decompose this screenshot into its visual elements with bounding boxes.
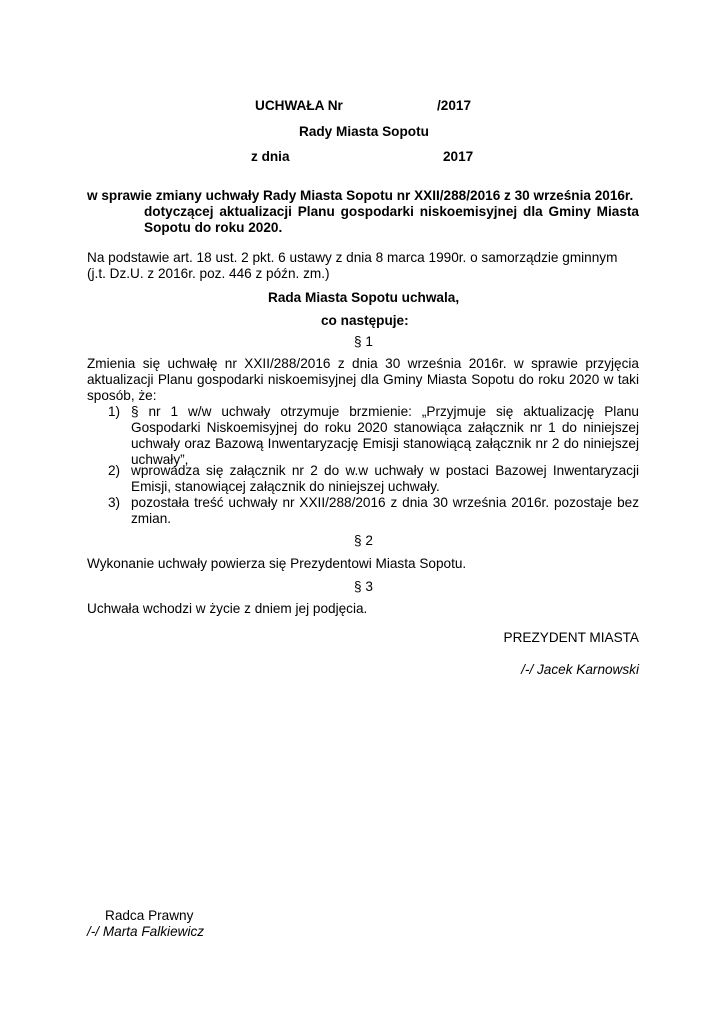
legal-advisor-signature: /-/ Marta Falkiewicz (87, 924, 205, 939)
subject-line-1: w sprawie zmiany uchwały Rady Miasta Sopotu nr XXII/288/2016 z 30 września 2016r. (87, 188, 634, 203)
mayor-signature: /-/ Jacek Karnowski (521, 662, 639, 677)
section-1-intro-line-1: Zmienia się uchwałę nr XXII/288/2016 z dnia 30 września 2016r. w sprawie przyjęcia (87, 356, 639, 371)
section-1-mark: § 1 (354, 334, 373, 349)
resolves-line-1: Rada Miasta Sopotu uchwala, (268, 290, 460, 305)
list-item-number: 2) (108, 463, 121, 478)
section-1-intro-line-2: aktualizacji Planu gospodarki niskoemisyjnej dla Gminy Miasta Sopotu do roku 2020 w taki (87, 372, 639, 387)
date-label: z dnia (251, 149, 290, 164)
resolves-line-2: co następuje: (321, 313, 409, 328)
resolution-year: /2017 (437, 98, 472, 113)
list-item-line: wprowadza się załącznik nr 2 do w.w uchwały w postaci Bazowej Inwentaryzacji (131, 463, 639, 478)
list-item-line: pozostała treść uchwały nr XXII/288/2016 z dnia 30 września 2016r. pozostaje bez (131, 495, 639, 510)
mayor-title: PREZYDENT MIASTA (503, 630, 639, 645)
legal-basis-line-2: (j.t. Dz.U. z 2016r. poz. 446 z późn. zm.) (87, 266, 330, 281)
section-2-text: Wykonanie uchwały powierza się Prezydentowi Miasta Sopotu. (87, 556, 467, 571)
list-item-line: § nr 1 w/w uchwały otrzymuje brzmienie: „Przyjmuje się aktualizację Planu (131, 404, 639, 419)
council-name: Rady Miasta Sopotu (299, 124, 429, 139)
list-item-line: uchwały oraz Bazową Inwentaryzację Emisji stanowiącą załącznik nr 2 do niniejszej (131, 436, 639, 451)
list-item-number: 3) (108, 495, 121, 510)
list-item (108, 495, 639, 527)
list-item (108, 463, 639, 495)
resolution-title-label: UCHWAŁA Nr (255, 98, 343, 113)
list-item-line: zmian. (131, 511, 172, 526)
section-1-intro-line-3: sposób, że: (87, 388, 157, 403)
legal-basis-line-1: Na podstawie art. 18 ust. 2 pkt. 6 ustawy z dnia 8 marca 1990r. o samorządzie gminnym (87, 250, 618, 265)
subject-line-2: dotyczącej aktualizacji Planu gospodarki niskoemisyjnej dla Gminy Miasta (144, 204, 639, 219)
subject-line-3: Sopotu do roku 2020. (144, 220, 283, 235)
list-item-line: Emisji, stanowiącej załącznik do niniejszej uchwały. (131, 479, 440, 494)
section-2-mark: § 2 (354, 533, 373, 548)
list-item-line: uchwały”, (131, 452, 189, 467)
section-3-text: Uchwała wchodzi w życie z dniem jej podjęcia. (87, 601, 368, 616)
list-item (108, 404, 639, 468)
list-item-line: Gospodarki Niskoemisyjnej do roku 2020 stanowiąca załącznik nr 1 do niniejszej (131, 420, 639, 435)
section-3-mark: § 3 (354, 579, 373, 594)
date-year: 2017 (443, 149, 474, 164)
list-item-number: 1) (108, 404, 121, 419)
legal-advisor-title: Radca Prawny (105, 908, 194, 923)
